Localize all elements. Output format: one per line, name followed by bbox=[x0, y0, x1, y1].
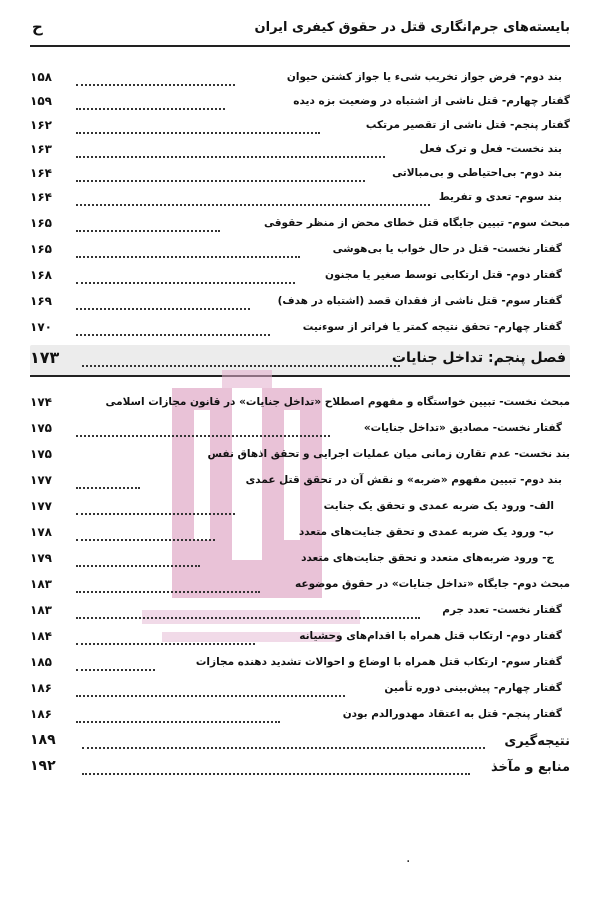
toc-entry[interactable] bbox=[30, 626, 570, 650]
dot-leader bbox=[82, 351, 400, 367]
dot-leader bbox=[76, 655, 155, 671]
toc-entry-title: الف- ورود یک ضربه عمدی و تحقق یک جنایت bbox=[323, 500, 554, 512]
toc-entry[interactable] bbox=[30, 678, 570, 702]
dot-leader bbox=[76, 190, 430, 206]
toc-entry[interactable] bbox=[30, 265, 570, 289]
dot-leader bbox=[76, 320, 270, 336]
toc-entry[interactable] bbox=[30, 522, 570, 546]
chapter-page: ۱۷۳ bbox=[30, 348, 60, 367]
toc-entry-title: مبحث سوم- تبیین جایگاه قتل خطای محض از منظر حقوقی bbox=[264, 217, 570, 229]
dot-leader bbox=[76, 577, 260, 593]
toc-entry-page: ۱۶۹ bbox=[30, 294, 52, 308]
toc-entry-title: گفتار چهارم- تحقق نتیجه کمتر یا فراتر از سوءنیت bbox=[302, 321, 562, 333]
toc-entry[interactable] bbox=[30, 67, 570, 91]
dot-leader bbox=[76, 603, 420, 619]
toc-entry[interactable] bbox=[30, 163, 570, 187]
toc-entry-title: بند دوم- بی‌احتیاطی و بی‌مبالاتی bbox=[392, 167, 562, 179]
toc-entry-page: ۱۷۵ bbox=[30, 421, 52, 435]
toc-entry-title: گفتار چهارم- قتل ناشی از اشتباه در وضعیت بزه دیده bbox=[293, 95, 570, 107]
toc-entry[interactable] bbox=[30, 187, 570, 211]
toc-entry-page: ۱۶۲ bbox=[30, 118, 52, 132]
header-rule bbox=[30, 45, 570, 47]
toc-entry-page: ۱۷۵ bbox=[30, 447, 52, 461]
toc-entry-page: ۱۶۵ bbox=[30, 216, 52, 230]
toc-entry-title: مبحث نخست- تبیین خواستگاه و مفهوم اصطلاح «تداخل جنایات» در قانون مجازات اسلامی bbox=[105, 396, 570, 408]
dot-leader bbox=[76, 118, 320, 134]
toc-entry[interactable] bbox=[30, 317, 570, 341]
toc-entry[interactable] bbox=[30, 213, 570, 237]
dot-leader bbox=[76, 473, 140, 489]
dot-leader bbox=[82, 733, 485, 749]
toc-section-title: نتیجه‌گیری bbox=[504, 734, 570, 749]
toc-entry-title: بند نخست- فعل و ترک فعل bbox=[419, 143, 562, 155]
toc-entry-title: بند سوم- تعدی و تفریط bbox=[438, 191, 562, 203]
toc-entry-title: گفتار سوم- قتل ناشی از فقدان قصد (اشتباه در هدف) bbox=[277, 295, 562, 307]
dot-leader bbox=[76, 499, 235, 515]
toc-entry[interactable] bbox=[30, 470, 570, 494]
toc-entry-page: ۱۷۷ bbox=[30, 499, 52, 513]
toc-entry-title: گفتار پنجم- قتل ناشی از تقصیر مرتکب bbox=[365, 119, 570, 131]
toc-entry[interactable] bbox=[30, 139, 570, 163]
toc-entry-page: ۱۵۹ bbox=[30, 94, 52, 108]
toc-entry-page: ۱۷۷ bbox=[30, 473, 52, 487]
dot-leader bbox=[76, 216, 220, 232]
toc-section-page: ۱۹۲ bbox=[30, 758, 56, 774]
toc-entry[interactable] bbox=[30, 91, 570, 115]
toc-entry[interactable] bbox=[30, 418, 570, 442]
toc-entry-title: گفتار سوم- ارتکاب قتل همراه با اوضاع و احوالات تشدید دهنده مجازات bbox=[195, 656, 562, 668]
toc-entry-page: ۱۸۶ bbox=[30, 681, 52, 695]
toc-entry-page: ۱۸۳ bbox=[30, 603, 52, 617]
toc-entry[interactable] bbox=[30, 239, 570, 263]
book-title: بایسته‌های جرم‌انگاری قتل در حقوق کیفری ایران bbox=[254, 20, 570, 35]
toc-entry-title: مبحث دوم- جایگاه «تداخل جنایات» در حقوق موضوعه bbox=[295, 578, 570, 590]
toc-entry-page: ۱۶۸ bbox=[30, 268, 52, 282]
toc-entry-title: گفتار چهارم- پیش‌بینی دوره تأمین bbox=[384, 682, 562, 694]
toc-entry-title: بند دوم- تبیین مفهوم «ضربه» و نقش آن در تحقق قتل عمدی bbox=[245, 474, 562, 486]
dot-leader bbox=[76, 629, 255, 645]
toc-entry-page: ۱۸۳ bbox=[30, 577, 52, 591]
toc-entry-page: ۱۷۸ bbox=[30, 525, 52, 539]
toc-entry-page: ۱۷۹ bbox=[30, 551, 52, 565]
toc-entry[interactable] bbox=[30, 115, 570, 139]
toc-entry-title: گفتار دوم- قتل ارتکابی توسط صغیر یا مجنون bbox=[325, 269, 562, 281]
toc-section-title: منابع و مآخذ bbox=[491, 760, 570, 775]
toc-entry-page: ۱۸۴ bbox=[30, 629, 52, 643]
toc-entry[interactable] bbox=[30, 444, 570, 468]
footer-mark: . bbox=[406, 850, 411, 866]
toc-entry-title: ج- ورود ضربه‌های متعدد و تحقق جنایت‌های متعدد bbox=[301, 552, 554, 564]
running-header bbox=[30, 18, 570, 42]
toc-entry-page: ۱۶۴ bbox=[30, 166, 52, 180]
dot-leader bbox=[82, 759, 470, 775]
toc-entry-page: ۱۸۶ bbox=[30, 707, 52, 721]
toc-entry-page: ۱۶۴ bbox=[30, 190, 52, 204]
toc-section-conclusion[interactable] bbox=[30, 730, 570, 754]
toc-entry-page: ۱۶۵ bbox=[30, 242, 52, 256]
toc-entry[interactable] bbox=[30, 548, 570, 572]
toc-entry-page: ۱۶۳ bbox=[30, 142, 52, 156]
toc-entry[interactable] bbox=[30, 496, 570, 520]
toc-entry-page: ۱۷۴ bbox=[30, 395, 52, 409]
toc-entry[interactable] bbox=[30, 600, 570, 624]
toc-entry-title: گفتار پنجم- قتل به اعتقاد مهدورالدم بودن bbox=[342, 708, 562, 720]
toc-entry[interactable] bbox=[30, 392, 570, 416]
toc-entry-title: ب- ورود یک ضربه عمدی و تحقق جنایت‌های متعدد bbox=[298, 526, 554, 538]
toc-section-page: ۱۸۹ bbox=[30, 732, 56, 748]
dot-leader bbox=[76, 421, 330, 437]
toc-entry[interactable] bbox=[30, 574, 570, 598]
toc-entry[interactable] bbox=[30, 704, 570, 728]
dot-leader bbox=[76, 294, 250, 310]
dot-leader bbox=[76, 94, 225, 110]
chapter-heading[interactable] bbox=[30, 345, 570, 369]
dot-leader bbox=[76, 242, 300, 258]
dot-leader bbox=[76, 707, 280, 723]
toc-entry[interactable] bbox=[30, 652, 570, 676]
toc-entry[interactable] bbox=[30, 291, 570, 315]
toc-entry-title: گفتار نخست- تعدد جرم bbox=[442, 604, 562, 616]
toc-entry-title: بند دوم- فرض جواز تخریب شیء یا جواز کشتن حیوان bbox=[286, 71, 562, 83]
dot-leader bbox=[76, 70, 235, 86]
dot-leader bbox=[76, 681, 345, 697]
toc-entry-title: گفتار نخست- مصادیق «تداخل جنایات» bbox=[363, 422, 562, 434]
toc-entry-page: ۱۸۵ bbox=[30, 655, 52, 669]
dot-leader bbox=[76, 142, 385, 158]
dot-leader bbox=[76, 551, 200, 567]
toc-section-references[interactable] bbox=[30, 756, 570, 780]
dot-leader bbox=[76, 268, 295, 284]
toc-entry-title: گفتار دوم- ارتکاب قتل همراه با اقدام‌های وحشیانه bbox=[299, 630, 562, 642]
chapter-title: فصل پنجم: تداخل جنایات bbox=[391, 350, 566, 366]
dot-leader bbox=[76, 166, 365, 182]
toc-entry-page: ۱۷۰ bbox=[30, 320, 52, 334]
toc-entry-page: ۱۵۸ bbox=[30, 70, 52, 84]
toc-entry-title: گفتار نخست- قتل در حال خواب یا بی‌هوشی bbox=[332, 243, 562, 255]
dot-leader bbox=[76, 525, 215, 541]
page-letter: ح bbox=[32, 18, 43, 36]
toc-entry-title: بند نخست- عدم تقارن زمانی میان عملیات اجرایی و تحقق اذهاق نفس bbox=[207, 448, 570, 460]
